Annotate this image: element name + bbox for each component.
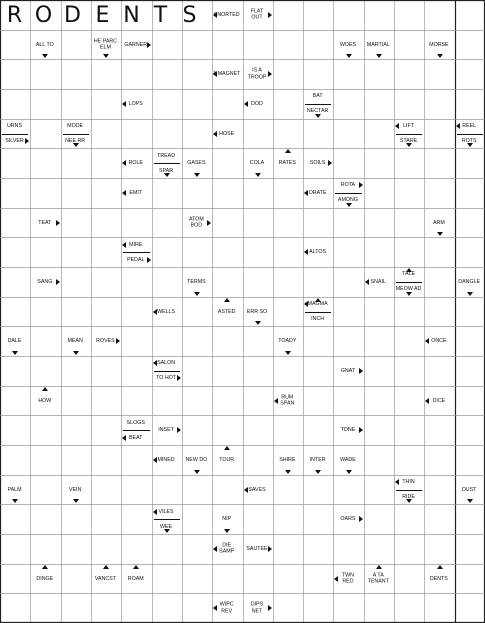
clue-text: OARS xyxy=(340,515,356,522)
arrow-down-icon xyxy=(164,529,170,533)
clue-text: DUST xyxy=(461,486,477,493)
clue-text: ALL TO xyxy=(35,41,54,48)
arrow-down-icon xyxy=(467,292,473,296)
arrow-left-icon xyxy=(213,131,217,137)
clue-divider xyxy=(457,134,483,135)
clue-text: SILVER xyxy=(5,137,24,144)
clue-divider xyxy=(123,252,149,253)
clue-text: DENTS xyxy=(429,575,448,582)
arrow-up-icon xyxy=(42,387,48,391)
clue-text: SANG xyxy=(37,278,53,285)
clue-text: ROLE xyxy=(128,159,143,166)
clue-text: SALON xyxy=(157,360,176,367)
title-letter: T xyxy=(153,3,168,28)
arrow-up-icon xyxy=(133,565,139,569)
clue-text: SLOGS xyxy=(126,419,145,426)
clue-text: ALTOS xyxy=(309,248,327,255)
arrow-right-icon xyxy=(359,427,363,433)
clue-text: WOES xyxy=(339,41,357,48)
arrow-down-icon xyxy=(73,499,79,503)
clue-text: MORSE xyxy=(429,41,449,48)
arrow-down-icon xyxy=(73,143,79,147)
clue-text: ERR SO xyxy=(246,308,268,315)
clue-text: HOW xyxy=(38,397,52,404)
clue-text: INSET xyxy=(158,426,174,433)
arrow-left-icon xyxy=(122,190,126,196)
clue-text: AMONG xyxy=(337,197,358,203)
clue-text: GARNER xyxy=(124,41,148,48)
arrow-up-icon xyxy=(42,565,48,569)
clue-text: RIDE xyxy=(402,493,415,500)
arrow-down-icon xyxy=(12,351,18,355)
clue-divider xyxy=(305,104,331,105)
arrow-right-icon xyxy=(177,375,181,381)
arrow-left-icon xyxy=(334,576,338,582)
arrow-right-icon xyxy=(177,427,181,433)
clue-divider xyxy=(305,312,331,313)
clue-text: THIN xyxy=(402,478,415,485)
clue-divider xyxy=(396,282,422,283)
arrow-left-icon xyxy=(213,71,217,77)
arrow-right-icon xyxy=(359,368,363,374)
arrow-down-icon xyxy=(164,173,170,177)
clue-divider xyxy=(154,371,180,372)
arrow-down-icon xyxy=(346,54,352,58)
arrow-up-icon xyxy=(437,565,443,569)
clue-text: LOPS xyxy=(128,100,143,107)
clue-text: ROTA xyxy=(340,182,356,189)
arrow-left-icon xyxy=(153,309,157,315)
clue-text: WADE xyxy=(340,456,356,463)
arrow-right-icon xyxy=(268,546,272,552)
arrow-up-icon xyxy=(315,298,321,302)
clue-text: ROVES xyxy=(96,337,115,344)
arrow-left-icon xyxy=(213,546,217,552)
clue-text: IS A TROOP xyxy=(247,67,267,81)
clue-divider xyxy=(396,134,422,135)
clue-text: URNS xyxy=(6,122,22,129)
clue-text: ROAM xyxy=(127,575,144,582)
arrow-down-icon xyxy=(467,143,473,147)
arrow-left-icon xyxy=(244,487,248,493)
clue-text: TOUR xyxy=(219,456,235,463)
clue-divider xyxy=(396,490,422,491)
arrow-down-icon xyxy=(255,321,261,325)
arrow-up-icon xyxy=(406,268,412,272)
arrow-right-icon xyxy=(207,220,211,226)
title-letter: D xyxy=(64,3,81,28)
arrow-right-icon xyxy=(359,182,363,188)
clue-text: STARE xyxy=(399,137,418,144)
clue-text: MAGMA xyxy=(307,300,328,307)
clue-text: ARM xyxy=(432,219,445,226)
clue-text: WELLS xyxy=(157,308,176,315)
clue-text: MODE xyxy=(67,122,84,129)
arrow-down-icon xyxy=(285,470,291,474)
arrow-down-icon xyxy=(406,292,412,296)
clue-text: TO HOT xyxy=(156,375,177,381)
arrow-up-icon xyxy=(224,446,230,450)
arrow-down-icon xyxy=(406,143,412,147)
clue-text: TREAD xyxy=(157,152,176,159)
clue-text: SPAR xyxy=(159,167,174,174)
clue-text: SAUTEE xyxy=(246,545,268,552)
title-letter: N xyxy=(123,3,140,28)
clue-text: TERMS xyxy=(187,278,206,285)
clue-text: ASTED xyxy=(217,308,236,315)
arrow-down-icon xyxy=(73,351,79,355)
clue-text: PEDAL xyxy=(127,256,145,263)
arrow-left-icon xyxy=(153,360,157,366)
arrow-left-icon xyxy=(122,242,126,248)
arrow-left-icon xyxy=(365,279,369,285)
arrow-right-icon xyxy=(116,338,120,344)
arrow-down-icon xyxy=(315,114,321,118)
clue-text: TWN RED xyxy=(341,572,354,585)
arrow-down-icon xyxy=(12,499,18,503)
clue-text: DALE xyxy=(7,337,22,344)
arrow-right-icon xyxy=(328,160,332,166)
clue-text: REEL xyxy=(462,122,477,129)
clue-text: NEE RR xyxy=(65,137,86,144)
arrow-right-icon xyxy=(25,138,29,144)
arrow-down-icon xyxy=(437,232,443,236)
clue-text: INCH xyxy=(311,315,325,322)
arrow-down-icon xyxy=(194,173,200,177)
arrow-down-icon xyxy=(255,173,261,177)
arrow-left-icon xyxy=(304,249,308,255)
arrow-left-icon xyxy=(304,301,308,307)
clue-text: NEW DO xyxy=(185,456,208,463)
clue-text: SNORTED xyxy=(213,11,240,18)
arrow-right-icon xyxy=(268,605,272,611)
clue-text: TEAT xyxy=(38,219,52,226)
arrow-left-icon xyxy=(274,398,278,404)
arrow-up-icon xyxy=(376,565,382,569)
clue-text: VILES xyxy=(158,508,174,515)
arrow-left-icon xyxy=(244,101,248,107)
clue-text: HE PARC ELM xyxy=(93,38,118,51)
arrow-down-icon xyxy=(346,203,352,207)
arrow-up-icon xyxy=(103,565,109,569)
clue-text: TONE xyxy=(340,426,356,433)
clue-text: INTER xyxy=(309,456,326,463)
clue-text: DINGE xyxy=(36,575,54,582)
clue-text: DIE SAMP xyxy=(219,542,235,555)
clue-text: WEE xyxy=(160,523,173,530)
clue-text: MINED xyxy=(157,456,175,463)
title-letter: O xyxy=(34,3,53,28)
arrow-left-icon xyxy=(425,338,429,344)
arrow-left-icon xyxy=(456,123,460,129)
clue-divider xyxy=(2,134,28,135)
arrow-right-icon xyxy=(147,42,151,48)
clue-divider xyxy=(63,134,89,135)
arrow-down-icon xyxy=(315,470,321,474)
clue-text: FLAT OUT xyxy=(250,8,264,21)
arrow-down-icon xyxy=(224,529,230,533)
clue-text: GASES xyxy=(187,159,206,166)
clue-text: RUM SPAN xyxy=(280,394,295,407)
clue-text: EMIT xyxy=(129,189,143,196)
arrow-right-icon xyxy=(56,220,60,226)
clue-text: SOILS xyxy=(309,159,326,166)
clue-text: ATOM BOD xyxy=(188,216,204,229)
clue-divider xyxy=(154,163,180,164)
clue-text: ROTS xyxy=(461,137,477,144)
clue-text: VANCST xyxy=(94,575,116,582)
arrow-left-icon xyxy=(395,479,399,485)
arrow-down-icon xyxy=(194,470,200,474)
clue-text: BAT xyxy=(312,93,323,100)
title-letter: R xyxy=(6,3,23,28)
clue-text: PALM xyxy=(7,486,22,493)
clue-text: ORATE xyxy=(308,189,327,196)
arrow-down-icon xyxy=(346,470,352,474)
clue-text: DICE xyxy=(432,397,446,404)
clue-text: LIFT xyxy=(403,122,414,129)
arrow-up-icon xyxy=(285,149,291,153)
arrow-down-icon xyxy=(437,54,443,58)
clue-text: NIP xyxy=(222,515,232,522)
arrow-left-icon xyxy=(395,123,399,129)
clue-text: BEAT xyxy=(129,434,143,441)
clue-divider xyxy=(154,519,180,520)
clue-text: A TA TENANT xyxy=(367,572,389,585)
arrow-up-icon xyxy=(224,298,230,302)
clue-divider xyxy=(335,193,361,194)
clue-text: MIRE xyxy=(129,241,143,248)
arrow-down-icon xyxy=(467,499,473,503)
arrow-right-icon xyxy=(56,279,60,285)
clue-divider xyxy=(123,430,149,431)
clue-text: TOADY xyxy=(278,337,297,344)
clue-text: NECTAR xyxy=(306,108,329,114)
clue-text: SNAIL xyxy=(370,278,386,285)
clue-text: ONCE xyxy=(431,337,447,344)
clue-text: TALE xyxy=(402,271,415,278)
clue-text: WIPC REV xyxy=(219,601,234,615)
arrow-left-icon xyxy=(122,160,126,166)
clue-text: SAVES xyxy=(248,486,266,493)
clue-text: GNAT xyxy=(340,367,356,374)
arrow-right-icon xyxy=(147,257,151,263)
arrow-down-icon xyxy=(103,54,109,58)
clue-text: DANGLE xyxy=(458,278,481,285)
arrow-down-icon xyxy=(376,54,382,58)
clue-text: SHIRE xyxy=(279,456,296,463)
clue-text: MEOW AD xyxy=(395,286,422,292)
arrow-right-icon xyxy=(359,516,363,522)
arrow-left-icon xyxy=(304,190,308,196)
clue-text: HOSE xyxy=(219,130,235,137)
title-letter: S xyxy=(182,3,197,28)
clue-text: MEAN xyxy=(67,337,83,344)
title-letter: E xyxy=(95,3,110,28)
clue-text: COLA xyxy=(249,159,265,166)
arrow-down-icon xyxy=(194,292,200,296)
clue-text: DIPS NET xyxy=(250,601,264,615)
arrow-left-icon xyxy=(122,435,126,441)
arrow-down-icon xyxy=(406,499,412,503)
clue-text: RATES xyxy=(278,159,296,166)
arrow-right-icon xyxy=(268,71,272,77)
clue-text: DOD xyxy=(251,100,263,107)
arrow-left-icon xyxy=(213,12,217,18)
arrow-down-icon xyxy=(42,54,48,58)
clue-text: VEIN xyxy=(68,486,82,493)
arrow-left-icon xyxy=(425,398,429,404)
arrow-left-icon xyxy=(213,605,217,611)
clue-text: MARTIAL xyxy=(366,41,390,48)
arrow-right-icon xyxy=(268,12,272,18)
arrow-left-icon xyxy=(122,101,126,107)
arrow-left-icon xyxy=(153,457,157,463)
arrow-left-icon xyxy=(153,509,157,515)
clue-text: A MAGNET xyxy=(213,70,241,77)
arrow-down-icon xyxy=(285,351,291,355)
